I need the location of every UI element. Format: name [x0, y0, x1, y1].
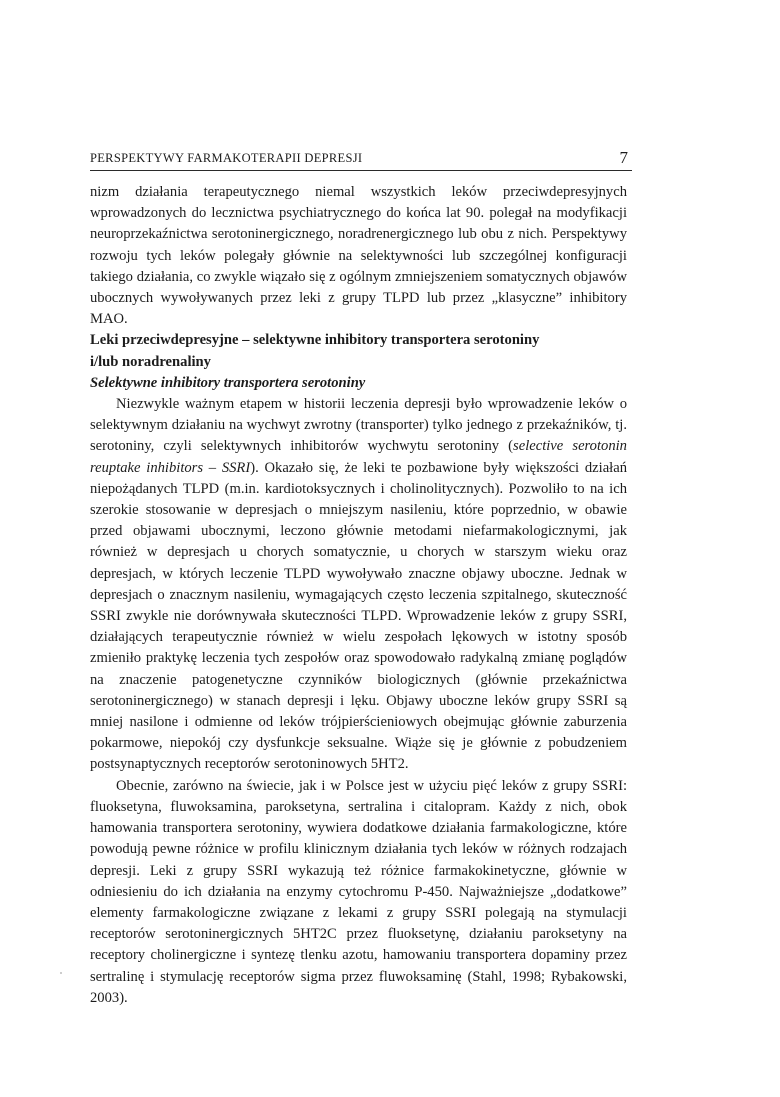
running-header	[90, 148, 632, 171]
paragraph-text: ). Okazało się, że leki te pozbawione były większości działań niepożądanych TLPD (m.in. kardiotoksycznych i cholinolitycznych). Pozwoliło to na ich szerokie stosowanie w depresjach o mniejszym nasileniu, które poprzednio, w obawie przed objawami ubocznymi, leczono głównie metodami niefarmakologicznymi, jak również w depresjach u chorych somatycznie, u chorych w starszym wieku oraz depresjach, w których leczenie TLPD wywoływało znaczne objawy uboczne. Jednak w depresjach o znacznym nasileniu, wymagających często leczenia szpitalnego, skuteczność SSRI zwykle nie dorównywała skuteczności TLPD. Wprowadzenie leków z grupy SSRI, działających terapeutycznie również w wielu zespołach lękowych w istotny sposób zmieniło praktykę leczenia tych zespołów oraz spowodowało radykalną zmianę poglądów na znaczenie patogenetyczne czynników biologicznych (głównie przekaźnictwa serotoninergicznego) w stanach depresji i lęku. Objawy uboczne leków grupy SSRI są mniej nasilone i odmienne od leków trójpierścieniowych obejmując głównie zaburzenia pokarmowe, niepokój czy dysfunkcje seksualne. Wiąże się je głównie z pobudzeniem postsynaptycznych receptorów serotoninowych 5HT2.	[90, 459, 627, 773]
body-paragraph	[90, 394, 627, 776]
italic-term: selective serotonin reuptake inhibitors – SSRI	[90, 438, 627, 476]
scan-speck	[60, 972, 62, 974]
section-heading: Leki przeciwdepresyjne – selektywne inhibitory transportera serotoniny i/lub noradrenaliny	[90, 332, 540, 370]
page-number: 7	[619, 148, 628, 167]
paragraph-text: Niezwykle ważnym etapem w historii leczenia depresji było wprowadzenie leków o selektywnym działaniu na wychwyt zwrotny (transporter) tylko jednego z przekaźników, tj. serotoniny, czyli selektywnych inhibitorów wychwytu serotoniny (	[90, 396, 627, 455]
page-body	[90, 182, 627, 1009]
body-paragraph: Obecnie, zarówno na świecie, jak i w Polsce jest w użyciu pięć leków z grupy SSRI: fluoksetyna, fluwoksamina, paroksetyna, sertralina i citalopram. Każdy z nich, obok hamowania transportera serotoniny, wywiera dodatkowe działania farmakologiczne, które powodują pewne różnice w profilu klinicznym działania tych leków w różnych rodzajach depresji. Leki z grupy SSRI wykazują też różnice farmakokinetyczne, głównie w odniesieniu do ich działania na enzymy cytochromu P-450. Najważniejsze „dodatkowe” elementy farmakologiczne związane z lekami z grupy SSRI polegają na stymulacji receptorów serotoninergicznych 5HT2C przez fluoksetynę, działaniu paroksetyny na receptory cholinergiczne i syntezę tlenku azotu, hamowaniu transportera dopaminy przez sertralinę i stymulację receptorów sigma przez fluwoksaminę (Stahl, 1998; Rybakowski, 2003).	[90, 777, 627, 1006]
intro-paragraph: nizm działania terapeutycznego niemal wszystkich leków przeciwdepresyjnych wprowadzonych do lecznictwa psychiatrycznego do końca lat 90. polegał na modyfikacji neuroprzekaźnictwa serotoninergicznego, noradrenergicznego lub obu z nich. Perspektywy rozwoju tych leków polegały głównie na selektywności lub szczególnej konfiguracji takiego działania, co zwykle wiązało się z ogólnym zmniejszeniem somatycznych objawów ubocznych wywoływanych przez leki z grupy TLPD lub przez „klasyczne” inhibitory MAO.	[90, 184, 627, 328]
subheading: Selektywne inhibitory transportera serotoniny	[90, 374, 366, 391]
running-title: PERSPEKTYWY FARMAKOTERAPII DEPRESJI	[90, 151, 363, 165]
